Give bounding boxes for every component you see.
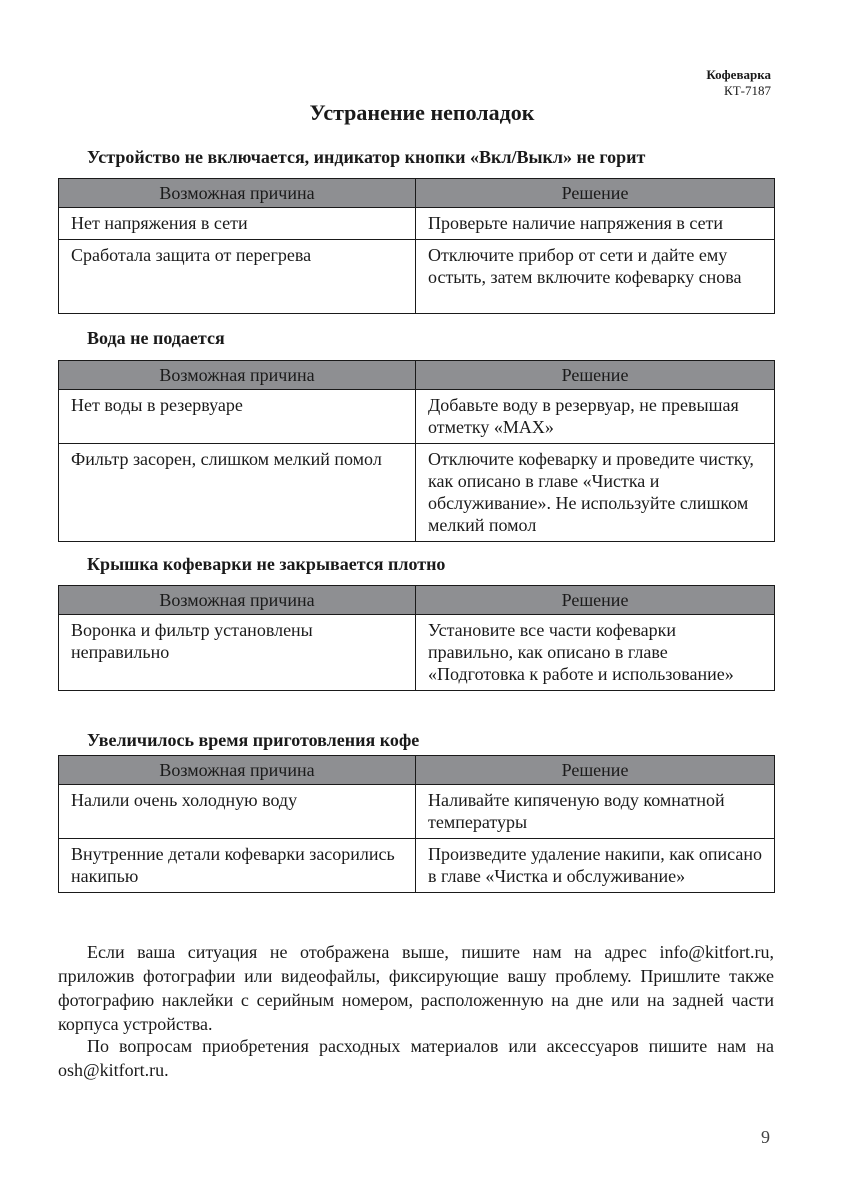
table-row (59, 240, 775, 314)
solution-cell: Наливайте кипяченую воду комнатной температуры (416, 785, 775, 839)
table-header-row (59, 179, 775, 208)
page-number: 9 (761, 1127, 770, 1147)
column-header-cause: Возможная причина (59, 179, 416, 208)
table-header-row (59, 361, 775, 390)
section-heading: Устройство не включается, индикатор кнопки «Вкл/Выкл» не горит (87, 147, 646, 167)
solution-cell: Проверьте наличие напряжения в сети (416, 208, 775, 240)
solution-cell: Добавьте воду в резервуар, не превышая отметку «MAX» (416, 390, 775, 444)
troubleshooting-table (58, 755, 775, 893)
column-header-cause: Возможная причина (59, 756, 416, 785)
column-header-cause: Возможная причина (59, 586, 416, 615)
cause-cell: Внутренние детали кофеварки засорились накипью (59, 839, 416, 893)
cause-cell: Нет напряжения в сети (59, 208, 416, 240)
solution-cell: Установите все части кофеварки правильно, как описано в главе «Подготовка к работе и использование» (416, 615, 775, 691)
cause-cell: Нет воды в резервуаре (59, 390, 416, 444)
solution-cell: Отключите прибор от сети и дайте ему остыть, затем включите кофеварку снова (416, 240, 775, 314)
cause-cell: Воронка и фильтр установлены неправильно (59, 615, 416, 691)
page-title: Устранение неполадок (309, 100, 535, 125)
section-heading: Крышка кофеварки не закрывается плотно (87, 554, 446, 574)
section-heading: Вода не подается (87, 328, 225, 348)
column-header-solution: Решение (416, 756, 775, 785)
troubleshooting-table (58, 178, 775, 314)
table-header-row (59, 586, 775, 615)
table-row (59, 390, 775, 444)
cause-cell: Налили очень холодную воду (59, 785, 416, 839)
table-row (59, 615, 775, 691)
column-header-solution: Решение (416, 179, 775, 208)
cause-cell: Сработала защита от перегрева (59, 240, 416, 314)
solution-cell: Отключите кофеварку и проведите чистку, как описано в главе «Чистка и обслуживание». Не используйте слишком мелкий помол (416, 444, 775, 542)
column-header-solution: Решение (416, 586, 775, 615)
table-row (59, 785, 775, 839)
accessories-paragraph: По вопросам приобретения расходных материалов или аксессуаров пишите нам на osh@kitfort.ru. (58, 1036, 774, 1080)
solution-cell: Произведите удаление накипи, как описано в главе «Чистка и обслуживание» (416, 839, 775, 893)
section-heading: Увеличилось время приготовления кофе (87, 730, 420, 750)
troubleshooting-table (58, 585, 775, 691)
contact-paragraph: Если ваша ситуация не отображена выше, пишите нам на адрес info@kitfort.ru, приложив фотографии или видеофайлы, фиксирующие вашу проблему. Пришлите также фотографию наклейки с серийным номером, расположенную на дне или на задней части корпуса устройства. (58, 942, 774, 1034)
table-header-row (59, 756, 775, 785)
document-header (706, 67, 771, 99)
troubleshooting-table (58, 360, 775, 542)
cause-cell: Фильтр засорен, слишком мелкий помол (59, 444, 416, 542)
column-header-solution: Решение (416, 361, 775, 390)
table-row (59, 208, 775, 240)
product-model: КТ-7187 (724, 83, 771, 98)
column-header-cause: Возможная причина (59, 361, 416, 390)
table-row (59, 444, 775, 542)
table-row (59, 839, 775, 893)
product-name: Кофеварка (706, 67, 771, 82)
